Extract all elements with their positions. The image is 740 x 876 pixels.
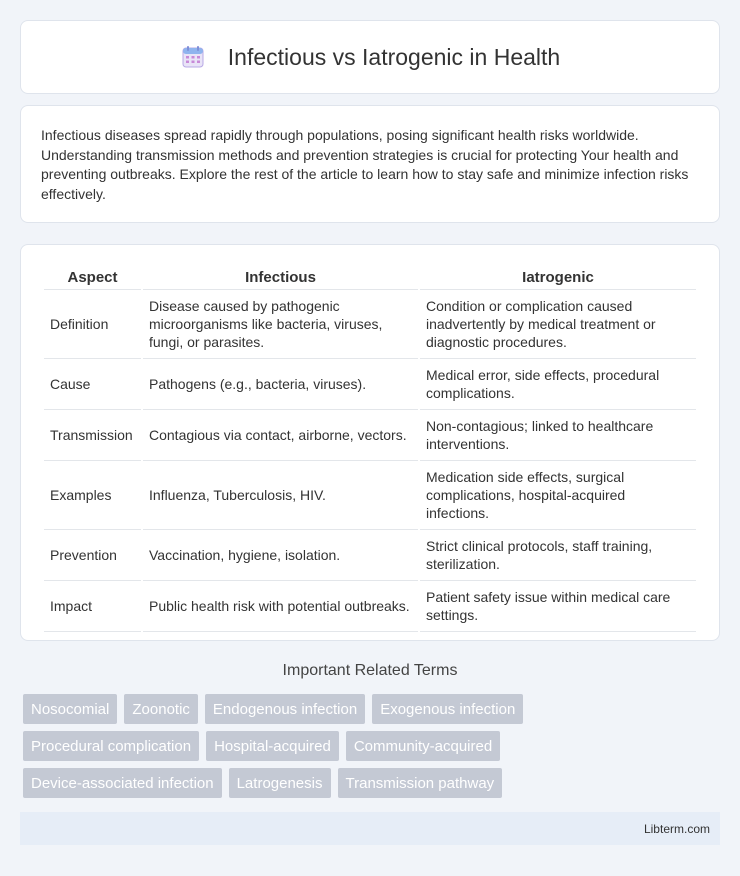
- row-iatrogenic: Patient safety issue within medical care settings.: [420, 581, 696, 632]
- footer-site-link[interactable]: Libterm.com: [643, 821, 710, 836]
- tag-hospital-acquired[interactable]: Hospital-acquired: [206, 731, 339, 761]
- tag-latrogenesis[interactable]: Latrogenesis: [229, 768, 331, 798]
- tag-exogenous-infection[interactable]: Exogenous infection: [372, 694, 523, 724]
- row-aspect: Definition: [44, 290, 141, 359]
- row-iatrogenic: Strict clinical protocols, staff training, sterilization.: [420, 530, 696, 581]
- row-aspect: Prevention: [44, 530, 141, 581]
- tag-row: [23, 731, 723, 761]
- tag-row: [23, 768, 723, 798]
- row-infectious: Vaccination, hygiene, isolation.: [143, 530, 418, 581]
- row-iatrogenic: Medication side effects, surgical complications, hospital-acquired infections.: [420, 461, 696, 530]
- header-infectious: Infectious: [143, 265, 418, 290]
- header-aspect: Aspect: [44, 265, 141, 290]
- row-aspect: Examples: [44, 461, 141, 530]
- header-iatrogenic: Iatrogenic: [420, 265, 696, 290]
- comparison-card: [20, 244, 720, 641]
- table-row: [44, 581, 696, 632]
- row-aspect: Transmission: [44, 410, 141, 461]
- row-infectious: Public health risk with potential outbreaks.: [143, 581, 418, 632]
- footer: [20, 812, 720, 845]
- related-terms: [23, 694, 723, 805]
- page-title: Infectious vs Iatrogenic in Health: [227, 43, 561, 70]
- tag-row: [23, 694, 723, 724]
- intro-text: Infectious diseases spread rapidly through populations, posing significant health risks worldwide. Understanding transmission methods and prevention strategies is crucial for protecting Your health and preventing outbreaks. Explore the rest of the article to learn how to stay safe and minimize infection risks effectively.: [41, 127, 689, 202]
- calendar-icon: [180, 44, 206, 70]
- table-row: [44, 410, 696, 461]
- row-iatrogenic: Non-contagious; linked to healthcare interventions.: [420, 410, 696, 461]
- tag-endogenous-infection[interactable]: Endogenous infection: [205, 694, 365, 724]
- row-infectious: Influenza, Tuberculosis, HIV.: [143, 461, 418, 530]
- table-row: [44, 359, 696, 410]
- row-iatrogenic: Medical error, side effects, procedural complications.: [420, 359, 696, 410]
- tag-zoonotic[interactable]: Zoonotic: [124, 694, 198, 724]
- row-infectious: Pathogens (e.g., bacteria, viruses).: [143, 359, 418, 410]
- table-row: [44, 530, 696, 581]
- table-row: [44, 461, 696, 530]
- header-card: [20, 20, 720, 94]
- tag-procedural-complication[interactable]: Procedural complication: [23, 731, 199, 761]
- tag-device-associated-infection[interactable]: Device-associated infection: [23, 768, 222, 798]
- row-infectious: Disease caused by pathogenic microorganisms like bacteria, viruses, fungi, or parasites.: [143, 290, 418, 359]
- tag-community-acquired[interactable]: Community-acquired: [346, 731, 500, 761]
- related-terms-title: Important Related Terms: [282, 662, 458, 679]
- row-iatrogenic: Condition or complication caused inadvertently by medical treatment or diagnostic procedures.: [420, 290, 696, 359]
- intro-card: [20, 105, 720, 223]
- table-row: [44, 290, 696, 359]
- tag-nosocomial[interactable]: Nosocomial: [23, 694, 117, 724]
- table-header-row: [44, 265, 696, 290]
- row-infectious: Contagious via contact, airborne, vectors.: [143, 410, 418, 461]
- row-aspect: Cause: [44, 359, 141, 410]
- row-aspect: Impact: [44, 581, 141, 632]
- tag-transmission-pathway[interactable]: Transmission pathway: [338, 768, 503, 798]
- comparison-table: [42, 265, 698, 632]
